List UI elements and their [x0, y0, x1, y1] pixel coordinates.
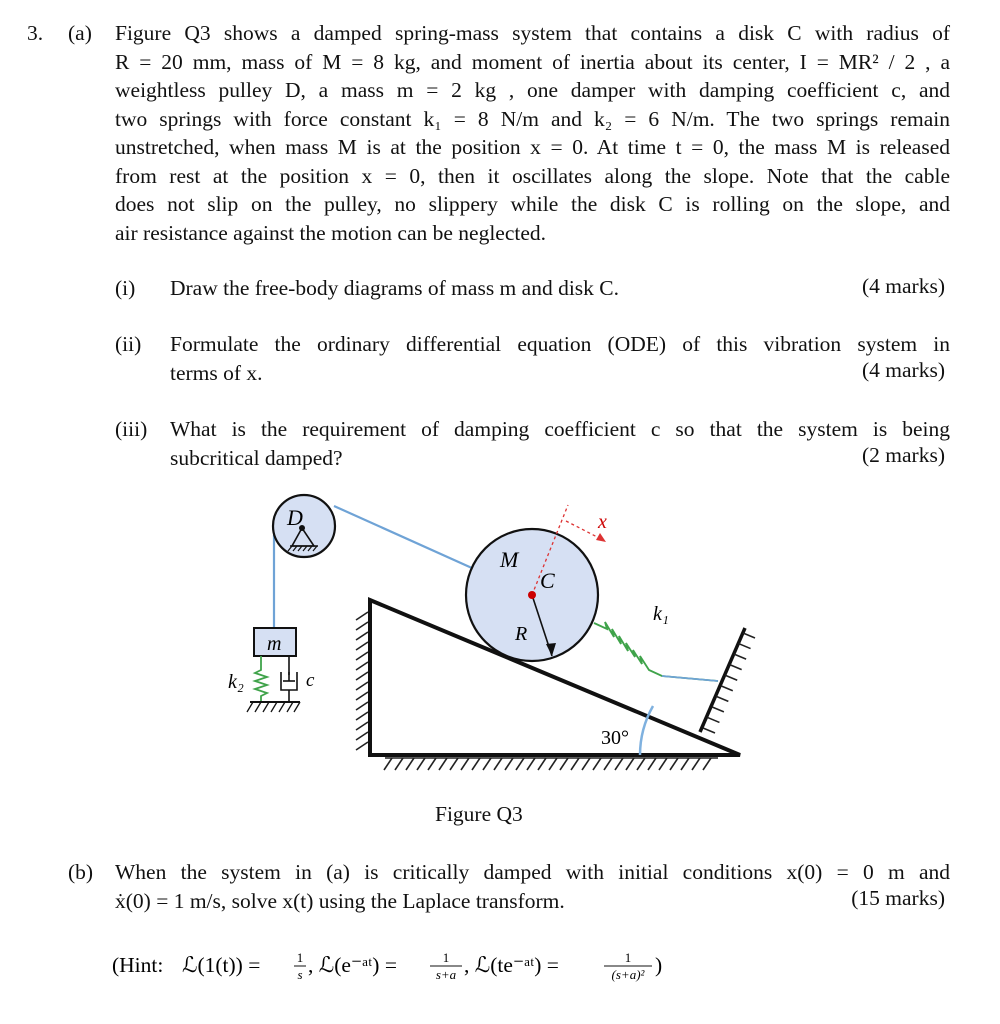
hatch-mark — [516, 758, 524, 770]
hatch-mark — [356, 712, 368, 720]
hatch-mark — [417, 758, 425, 770]
hatch-mark — [450, 758, 458, 770]
hatch-mark — [395, 758, 403, 770]
hatch-mark — [406, 758, 414, 770]
hint-f1-num: 1 — [296, 950, 304, 965]
part-a-line: Figure Q3 shows a damped spring-mass system that contains a disk C with radius of — [115, 21, 950, 45]
part-a-line: does not slip on the pulley, no slippery while the disk C is rolling on the slope, and — [115, 192, 950, 216]
sub-iii-marks: (2 marks) — [862, 443, 945, 467]
hatch-mark — [356, 722, 368, 730]
hatch-mark — [648, 758, 656, 770]
hint-f3-num: 1 — [624, 950, 632, 965]
ground-hatch — [384, 758, 718, 770]
hatch-mark — [670, 758, 678, 770]
hatch-mark — [716, 696, 728, 701]
figure-caption: Figure Q3 — [435, 802, 523, 826]
hatch-mark — [626, 758, 634, 770]
label-c: c — [306, 670, 315, 691]
hint-f2-num: 1 — [442, 950, 450, 965]
hatch-mark — [505, 758, 513, 770]
part-a-line: two springs with force constant k₁ = 8 N/m and k₂ = 6 N/m. The two springs remain — [115, 106, 950, 131]
part-a-line: R = 20 mm, mass of M = 8 kg, and moment of inertia about its center, I = MR² / 2 , a — [115, 49, 950, 74]
hatch-mark — [743, 633, 755, 638]
part-a-line: unstretched, when mass M is at the position x = 0. At time t = 0, the mass M is released — [115, 135, 950, 159]
hatch-mark — [356, 742, 368, 750]
hatch-mark — [604, 758, 612, 770]
label-d: D — [287, 505, 303, 530]
hatch-mark — [571, 758, 579, 770]
sub-ii-line: terms of x. — [170, 360, 263, 385]
hatch-mark — [734, 654, 746, 659]
hatch-mark — [730, 665, 742, 670]
sub-iii-label: (iii) — [115, 417, 148, 441]
hatch-mark — [712, 707, 724, 712]
part-b-line: ẋ(0) = 1 m/s, solve x(t) using the Laplace transform. — [115, 888, 565, 913]
left-wall-hatch — [356, 612, 368, 750]
part-a-line: from rest at the position x = 0, then it oscillates along the slope. Note that the cable — [115, 163, 950, 188]
hatch-mark — [461, 758, 469, 770]
damper-c — [281, 656, 297, 702]
hatch-mark — [356, 672, 368, 680]
hatch-mark — [560, 758, 568, 770]
label-M: M — [500, 547, 519, 572]
label-k1: k₁ — [653, 603, 669, 625]
part-b-text — [115, 858, 950, 915]
part-a-label: (a) — [68, 21, 92, 45]
hint-f2-den: s+a — [435, 967, 457, 982]
sub-iii-line: subcritical damped? — [170, 445, 343, 470]
hatch-mark — [739, 644, 751, 649]
sub-i-label: (i) — [115, 276, 136, 300]
hatch-mark — [692, 758, 700, 770]
hatch-mark — [356, 632, 368, 640]
hatch-mark — [703, 758, 711, 770]
hint-l3: , ℒ(te⁻ᵃᵗ) = — [464, 953, 559, 977]
sub-i-marks: (4 marks) — [862, 274, 945, 298]
hint-f1-den: s — [297, 967, 303, 982]
part-b-label: (b) — [68, 860, 94, 884]
sub-i-text: Draw the free-body diagrams of mass m and disk C. — [170, 276, 620, 300]
hatch-mark — [356, 732, 368, 740]
hatch-mark — [615, 758, 623, 770]
hatch-mark — [549, 758, 557, 770]
hatch-mark — [538, 758, 546, 770]
hatch-mark — [356, 652, 368, 660]
sub-ii-marks: (4 marks) — [862, 358, 945, 382]
label-angle: 30° — [601, 727, 629, 749]
hatch-mark — [582, 758, 590, 770]
hatch-mark — [707, 717, 719, 722]
hatch-mark — [681, 758, 689, 770]
hint-prefix: (Hint: — [112, 953, 164, 977]
hatch-mark — [527, 758, 535, 770]
spring-k2 — [255, 656, 267, 702]
part-a-line: weightless pulley D, a mass m = 2 kg , one damper with damping coefficient c, and — [115, 78, 950, 102]
part-b-line: When the system in (a) is critically damped with initial conditions x(0) = 0 m and — [115, 860, 950, 884]
hatch-mark — [356, 622, 368, 630]
hint-f3-den: (s+a)² — [611, 967, 645, 982]
hatch-mark — [439, 758, 447, 770]
hatch-mark — [593, 758, 601, 770]
hatch-mark — [721, 686, 733, 691]
hatch-mark — [428, 758, 436, 770]
hatch-mark — [356, 702, 368, 710]
hatch-mark — [637, 758, 645, 770]
sub-iii-line: What is the requirement of damping coefficient c so that the system is being — [170, 417, 950, 441]
hatch-mark — [725, 675, 737, 680]
hatch-mark — [483, 758, 491, 770]
disk-center-dot — [528, 591, 536, 599]
label-C: C — [540, 568, 555, 593]
hint-l1: ℒ(1(t)) = — [182, 953, 261, 977]
hint-formula — [110, 940, 710, 1000]
hatch-mark — [356, 682, 368, 690]
hatch-mark — [356, 692, 368, 700]
hatch-mark — [384, 758, 392, 770]
hatch-mark — [703, 728, 715, 733]
label-x: x — [598, 511, 607, 533]
hatch-mark — [472, 758, 480, 770]
hatch-mark — [356, 642, 368, 650]
part-a-line: air resistance against the motion can be neglected. — [115, 220, 547, 245]
hatch-mark — [659, 758, 667, 770]
label-k2: k₂ — [228, 671, 244, 693]
hint-l2: , ℒ(e⁻ᵃᵗ) = — [308, 953, 397, 977]
sub-ii-label: (ii) — [115, 332, 142, 356]
hint-suffix: ) — [655, 953, 663, 977]
sub-ii-line: Formulate the ordinary differential equation (ODE) of this vibration system in — [170, 332, 950, 356]
hatch-mark — [494, 758, 502, 770]
spring-k1 — [594, 622, 718, 681]
label-R: R — [515, 623, 528, 645]
part-b-marks: (15 marks) — [851, 886, 945, 910]
hatch-mark — [356, 662, 368, 670]
hatch-mark — [356, 612, 368, 620]
label-m: m — [267, 633, 282, 655]
question-number: 3. — [27, 21, 44, 45]
